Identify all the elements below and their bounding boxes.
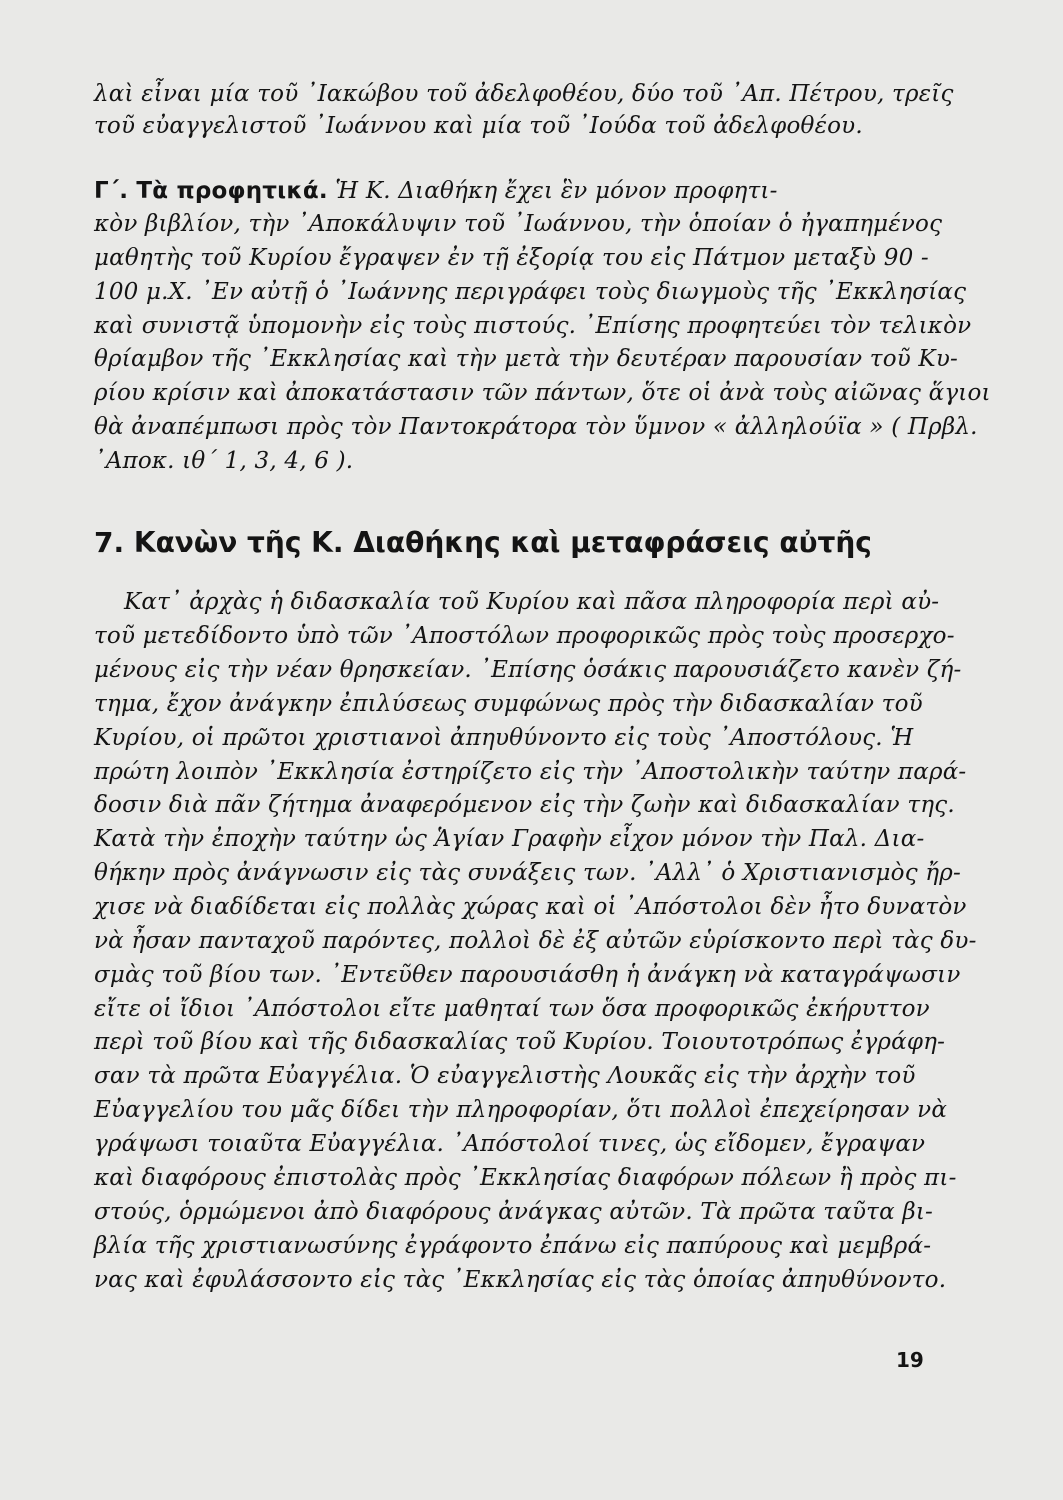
text-line: μαθητὴς τοῦ Κυρίου ἔγραψεν ἐν τῇ ἐξορίᾳ του εἰς Πάτμον μεταξὺ 90 - — [94, 245, 929, 271]
text-line: πρώτη λοιπὸν ᾿Εκκλησία ἐστηρίζετο εἰς τὴν ᾿Αποστολικὴν ταύτην παρά- — [94, 759, 967, 785]
subsection-label: Γ΄. Τὰ προφητικά. — [94, 178, 328, 204]
text-line: ρίου κρίσιν καὶ ἀποκατάστασιν τῶν πάντων, ὅτε οἱ ἀνὰ τοὺς αἰῶνας ἅγιοι — [94, 380, 991, 406]
text-line: 100 μ.Χ. ᾿Εν αὐτῇ ὁ ᾿Ιωάννης περιγράφει τοὺς διωγμοὺς τῆς ᾿Εκκλησίας — [94, 279, 967, 305]
text-line: θήκην πρὸς ἀνάγνωσιν εἰς τὰς συνάξεις των. ᾿Αλλ᾿ ὁ Χριστιανισμὸς ἤρ- — [94, 860, 961, 886]
text-line: βλία τῆς χριστιανωσύνης ἐγράφοντο ἐπάνω εἰς παπύρους καὶ μεμβρά- — [94, 1233, 932, 1259]
text-line: κὸν βιβλίον, τὴν ᾿Αποκάλυψιν τοῦ ᾿Ιωάννου, τὴν ὁποίαν ὁ ἠγαπημένος — [94, 211, 943, 237]
text-line: γράψωσι τοιαῦτα Εὐαγγέλια. ᾿Απόστολοί τινες, ὡς εἴδομεν, ἔγραψαν — [94, 1131, 926, 1157]
text-line: καὶ συνιστᾷ ὑπομονὴν εἰς τοὺς πιστούς. ᾿Επίσης προφητεύει τὸν τελικὸν — [94, 313, 972, 339]
text-line: μένους εἰς τὴν νέαν θρησκείαν. ᾿Επίσης ὁσάκις παρουσιάζετο κανὲν ζή- — [94, 657, 962, 683]
text-line: χισε νὰ διαδίδεται εἰς πολλὰς χώρας καὶ οἱ ᾿Απόστολοι δὲν ἦτο δυνατὸν — [94, 894, 967, 920]
page-number: 19 — [896, 1348, 924, 1372]
text-line: Κατ᾿ ἀρχὰς ἡ διδασκαλία τοῦ Κυρίου καὶ πᾶσα πληροφορία περὶ αὐ- — [124, 589, 940, 615]
text-line: περὶ τοῦ βίου καὶ τῆς διδασκαλίας τοῦ Κυρίου. Τοιουτοτρόπως ἐγράφη- — [94, 1029, 946, 1055]
text-line: καὶ διαφόρους ἐπιστολὰς πρὸς ᾿Εκκλησίας διαφόρων πόλεων ἢ πρὸς πι- — [94, 1165, 957, 1191]
text-line: τημα, ἔχον ἀνάγκην ἐπιλύσεως συμφώνως πρὸς τὴν διδασκαλίαν τοῦ — [94, 691, 923, 717]
text-line: νὰ ἦσαν πανταχοῦ παρόντες, πολλοὶ δὲ ἐξ αὐτῶν εὑρίσκοντο περὶ τὰς δυ- — [94, 928, 977, 954]
text-line: λαὶ εἶναι μία τοῦ ᾿Ιακώβου τοῦ ἀδελφοθέου, δύο τοῦ ᾿Απ. Πέτρου, τρεῖς — [94, 81, 954, 107]
text-line — [94, 176, 924, 206]
text-line: θὰ ἀναπέμπωσι πρὸς τὸν Παντοκράτορα τὸν ὕμνον « ἀλληλούϊα » ( Πρβλ. — [94, 414, 978, 440]
text-line: θρίαμβον τῆς ᾿Εκκλησίας καὶ τὴν μετὰ τὴν δευτέραν παρουσίαν τοῦ Κυ- — [94, 346, 958, 372]
section-heading: 7. Κανὼν τῆς Κ. Διαθήκης καὶ μεταφράσεις αὐτῆς — [94, 526, 872, 559]
text-line: Κυρίου, οἱ πρῶτοι χριστιανοὶ ἀπηυθύνοντο εἰς τοὺς ᾿Αποστόλους. Ἡ — [94, 725, 914, 751]
text-span: Ἡ Κ. Διαθήκη ἔχει ἓν μόνον προφητι- — [327, 178, 778, 204]
text-line: Εὐαγγελίου του μᾶς δίδει τὴν πληροφορίαν, ὅτι πολλοὶ ἐπεχείρησαν νὰ — [94, 1097, 948, 1123]
text-line: τοῦ μετεδίδοντο ὑπὸ τῶν ᾿Αποστόλων προφορικῶς πρὸς τοὺς προσερχο- — [94, 623, 955, 649]
text-line: στούς, ὁρμώμενοι ἀπὸ διαφόρους ἀνάγκας αὐτῶν. Τὰ πρῶτα ταῦτα βι- — [94, 1199, 934, 1225]
text-line: νας καὶ ἐφυλάσσοντο εἰς τὰς ᾿Εκκλησίας εἰς τὰς ὁποίας ἀπηυθύνοντο. — [94, 1267, 947, 1293]
text-line: τοῦ εὐαγγελιστοῦ ᾿Ιωάννου καὶ μία τοῦ ᾿Ιούδα τοῦ ἀδελφοθέου. — [94, 113, 863, 139]
text-line: σαν τὰ πρῶτα Εὐαγγέλια. Ὁ εὐαγγελιστὴς Λουκᾶς εἰς τὴν ἀρχὴν τοῦ — [94, 1063, 916, 1089]
text-line: ᾿Αποκ. ιθ΄ 1, 3, 4, 6 ). — [94, 448, 354, 474]
text-line: σμὰς τοῦ βίου των. ᾿Εντεῦθεν παρουσιάσθη ἡ ἀνάγκη νὰ καταγράψωσιν — [94, 962, 961, 988]
text-line: Κατὰ τὴν ἐποχὴν ταύτην ὡς Ἁγίαν Γραφὴν εἶχον μόνον τὴν Παλ. Δια- — [94, 826, 925, 852]
text-line: δοσιν διὰ πᾶν ζήτημα ἀναφερόμενον εἰς τὴν ζωὴν καὶ διδασκαλίαν της. — [94, 792, 955, 818]
text-line: εἴτε οἱ ἴδιοι ᾿Απόστολοι εἴτε μαθηταί των ὅσα προφορικῶς ἐκήρυττον — [94, 996, 930, 1022]
